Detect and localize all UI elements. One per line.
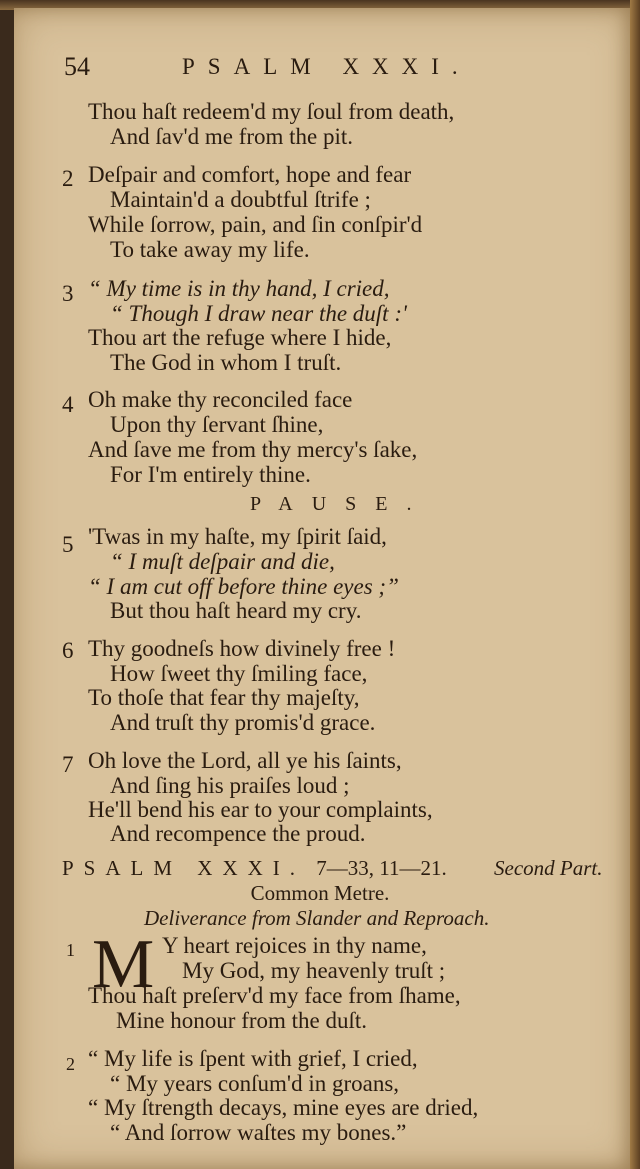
verse-line: “ My years conſum'd in groans, — [110, 1071, 400, 1096]
verse-line: Mine honour from the duſt. — [116, 1008, 368, 1033]
verse-line: To thoſe that fear thy majeſty, — [88, 685, 360, 710]
stanza-number: 7 — [62, 752, 74, 777]
metre-label: Common Metre. — [250, 881, 390, 905]
verse-line: Oh love the Lord, all ye his ſaints, — [88, 748, 402, 773]
verse-line: Upon thy ſervant ſhine, — [110, 412, 324, 437]
drop-cap: M — [92, 926, 155, 1003]
verse-line: He'll bend his ear to your complaints, — [88, 797, 433, 822]
verse-line: And truſt thy promis'd grace. — [110, 710, 376, 735]
verse-line: “ My time is in thy hand, I cried, — [88, 276, 390, 301]
verse-line: The God in whom I truſt. — [110, 350, 342, 375]
verse-line: “ My life is ſpent with grief, I cried, — [88, 1046, 418, 1071]
verse-line: My God, my heavenly truſt ; — [182, 958, 446, 983]
stanza-number: 3 — [62, 281, 74, 306]
stanza-number: 5 — [62, 532, 74, 557]
stanza-number: 6 — [62, 638, 74, 663]
verse-line: “ Though I draw near the duſt :' — [110, 301, 407, 326]
verse-line: Thou art the refuge where I hide, — [88, 325, 392, 350]
page-binding-edge — [630, 0, 640, 1169]
psalm-subtitle: Deliverance from Slander and Reproach. — [144, 906, 490, 930]
verse-line: For I'm entirely thine. — [110, 462, 311, 487]
stanza-number: 4 — [62, 392, 74, 417]
psalm-heading-part: Second Part. — [494, 856, 603, 880]
stanza-number: 2 — [66, 1054, 75, 1074]
verse-line: And ſav'd me from the pit. — [110, 124, 354, 149]
verse-line: Deſpair and comfort, hope and fear — [88, 162, 412, 187]
verse-line: “ I muſt deſpair and die, — [110, 549, 335, 574]
verse-line: Thou haſt preſerv'd my face from ſhame, — [88, 983, 461, 1008]
verse-line: 'Twas in my haſte, my ſpirit ſaid, — [88, 524, 387, 549]
stanza-number: 1 — [66, 940, 75, 960]
verse-line: Maintain'd a doubtful ſtrife ; — [110, 187, 371, 212]
stanza-number: 2 — [62, 166, 74, 191]
verse-line: Oh make thy reconciled face — [88, 387, 353, 412]
verse-line: While ſorrow, pain, and ſin conſpir'd — [88, 212, 423, 237]
psalm-heading-title: PSALM XXXI. — [62, 856, 306, 880]
verse-line: To take away my life. — [110, 237, 310, 262]
verse-line: “ And ſorrow waſtes my bones.” — [110, 1120, 407, 1145]
verse-line: Thy goodneſs how divinely free ! — [88, 636, 396, 661]
pause-heading: PAUSE. — [250, 493, 431, 515]
running-title: PSALM XXXI. — [182, 54, 471, 79]
verse-line: “ I am cut off before thine eyes ;” — [88, 574, 399, 599]
verse-line: Y heart rejoices in thy name, — [162, 933, 427, 958]
psalm-heading-verses: 7—33, 11—21. — [316, 856, 447, 880]
verse-line: How ſweet thy ſmiling face, — [110, 661, 368, 686]
verse-line: And ſing his praiſes loud ; — [110, 773, 350, 798]
verse-line: And ſave me from thy mercy's ſake, — [88, 437, 418, 462]
verse-line: Thou haſt redeem'd my ſoul from death, — [88, 99, 455, 124]
verse-line: “ My ſtrength decays, mine eyes are dried, — [88, 1095, 479, 1120]
page-number: 54 — [64, 52, 90, 81]
verse-line: But thou haſt heard my cry. — [110, 598, 362, 623]
psalm-heading — [62, 856, 603, 881]
verse-line: And recompence the proud. — [110, 821, 366, 846]
